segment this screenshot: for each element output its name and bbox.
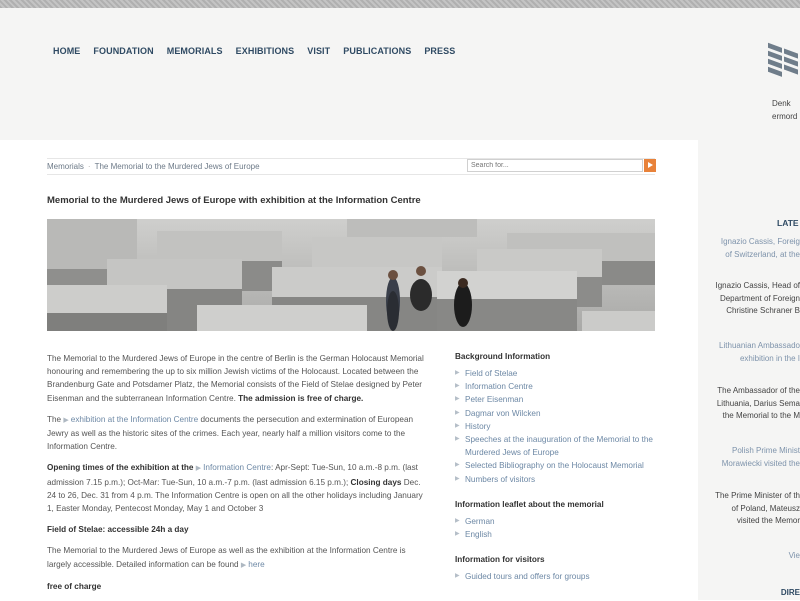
leaflet-list bbox=[455, 515, 665, 541]
arrow-icon: ▶ bbox=[241, 562, 246, 569]
opening-times: Opening times of the exhibition at the ▶ Information Centre: Apr-Sept: Tue-Sun, 10 a.m.-8 p.m. (last admission 7.15 p.m.); Oct-Mar: Tue-Sun, 10 a.m.-7 p.m. (last admission 6.15 p.m.); Closing days Dec. 24 to 26, Dec. 31 from 4 p.m. The Information Centre is open on all the other holidays including January 1, Easter Monday, Pentecost Monday, May 1 and October 3 bbox=[47, 461, 427, 515]
arrow-icon: ▶ bbox=[63, 417, 68, 424]
sidebar-bottom-title: DIRE bbox=[781, 587, 800, 600]
visitors-list bbox=[455, 570, 665, 583]
nav-press[interactable]: PRESS bbox=[424, 46, 455, 56]
search-button[interactable] bbox=[644, 159, 656, 172]
news-teaser-3: The Prime Minister of th of Poland, Mateusz visited the Memor bbox=[715, 490, 800, 528]
link-field-of-stelae[interactable]: ▶ Field of Stelae bbox=[455, 367, 665, 380]
nav-exhibitions[interactable]: EXHIBITIONS bbox=[236, 46, 295, 56]
intro-paragraph-2: The ▶ exhibition at the Information Centre documents the persecution and extermination of European Jewry as well as the historic sites of the crimes. Each year, nearly half a million visitors come to the Information Centre. bbox=[47, 413, 427, 454]
link-bibliography[interactable]: ▶ Selected Bibliography on the Holocaust Memorial bbox=[455, 459, 665, 472]
top-strip bbox=[0, 0, 800, 8]
nav-memorials[interactable]: MEMORIALS bbox=[167, 46, 223, 56]
link-history[interactable]: ▶ History bbox=[455, 420, 665, 433]
link-dagmar-von-wilcken[interactable]: ▶ Dagmar von Wilcken bbox=[455, 407, 665, 420]
intro-text bbox=[47, 352, 427, 601]
news-headline-3[interactable]: Polish Prime Minist Morawiecki visited the bbox=[722, 445, 800, 470]
news-headline-1[interactable]: Ignazio Cassis, Foreig of Switzerland, at the bbox=[721, 236, 800, 261]
page-title: Memorial to the Murdered Jews of Europe with exhibition at the Information Centre bbox=[47, 195, 421, 206]
visitors-title: Information for visitors bbox=[455, 555, 665, 564]
view-all-link[interactable]: Vie bbox=[789, 550, 800, 563]
breadcrumb-current: The Memorial to the Murdered Jews of Europe bbox=[95, 162, 260, 171]
search-input[interactable] bbox=[467, 159, 643, 172]
nav-home[interactable]: HOME bbox=[53, 46, 80, 56]
information-centre-link[interactable]: Information Centre bbox=[203, 463, 271, 472]
logo-text: Denk ermord bbox=[772, 97, 797, 123]
breadcrumb-memorials[interactable]: Memorials bbox=[47, 162, 84, 171]
link-leaflet-english[interactable]: ▶ English bbox=[455, 528, 665, 541]
news-teaser-1: Ignazio Cassis, Head of Department of Foreign Christine Schraner B bbox=[716, 280, 800, 318]
background-list bbox=[455, 367, 665, 486]
link-guided-tours[interactable]: ▶ Guided tours and offers for groups bbox=[455, 570, 665, 583]
arrow-icon: ▶ bbox=[196, 465, 201, 472]
background-title: Background Information bbox=[455, 352, 665, 361]
link-speeches[interactable]: ▶ Speeches at the inauguration of the Memorial to the Murdered Jews of Europe bbox=[455, 433, 665, 459]
breadcrumb-separator: · bbox=[88, 162, 91, 171]
nav-visit[interactable]: VISIT bbox=[307, 46, 330, 56]
news-headline-2[interactable]: Lithuanian Ambassado exhibition in the I bbox=[719, 340, 800, 365]
link-leaflet-german[interactable]: ▶ German bbox=[455, 515, 665, 528]
link-visitor-numbers[interactable]: ▶ Numbers of visitors bbox=[455, 473, 665, 486]
site-header bbox=[0, 8, 800, 140]
hero-image bbox=[47, 219, 655, 331]
intro-paragraph-1: The Memorial to the Murdered Jews of Europe in the centre of Berlin is the German Holocaust Memorial honouring and remembering the up to six million Jewish victims of the Holocaust. Located between the Brandenburg Gate and Potsdamer Platz, the Memorial consists of the Field of Stelae designed by Peter Eisenman and the subterranean Information Centre. The admission is free of charge. bbox=[47, 352, 427, 405]
related-links bbox=[455, 352, 665, 597]
leaflet-title: Information leaflet about the memorial bbox=[455, 500, 665, 509]
foundation-logo[interactable] bbox=[766, 40, 800, 86]
accessibility-link[interactable]: here bbox=[248, 560, 264, 569]
news-teaser-2: The Ambassador of the Lithuania, Darius Sema the Memorial to the M bbox=[717, 385, 800, 423]
free-of-charge: free of charge bbox=[47, 580, 427, 593]
accessibility-text: The Memorial to the Murdered Jews of Europe as well as the exhibition at the Information Centre is largely accessible. Detailed information can be found ▶ here bbox=[47, 544, 427, 571]
exhibition-link[interactable]: exhibition at the Information Centre bbox=[71, 415, 198, 424]
sidebar-title: LATE bbox=[777, 218, 799, 228]
main-nav bbox=[53, 46, 468, 56]
nav-publications[interactable]: PUBLICATIONS bbox=[343, 46, 411, 56]
nav-foundation[interactable]: FOUNDATION bbox=[93, 46, 153, 56]
news-sidebar bbox=[698, 140, 800, 600]
field-of-stelae-hours: Field of Stelae: accessible 24h a day bbox=[47, 523, 427, 536]
link-information-centre[interactable]: ▶ Information Centre bbox=[455, 380, 665, 393]
link-peter-eisenman[interactable]: ▶ Peter Eisenman bbox=[455, 393, 665, 406]
